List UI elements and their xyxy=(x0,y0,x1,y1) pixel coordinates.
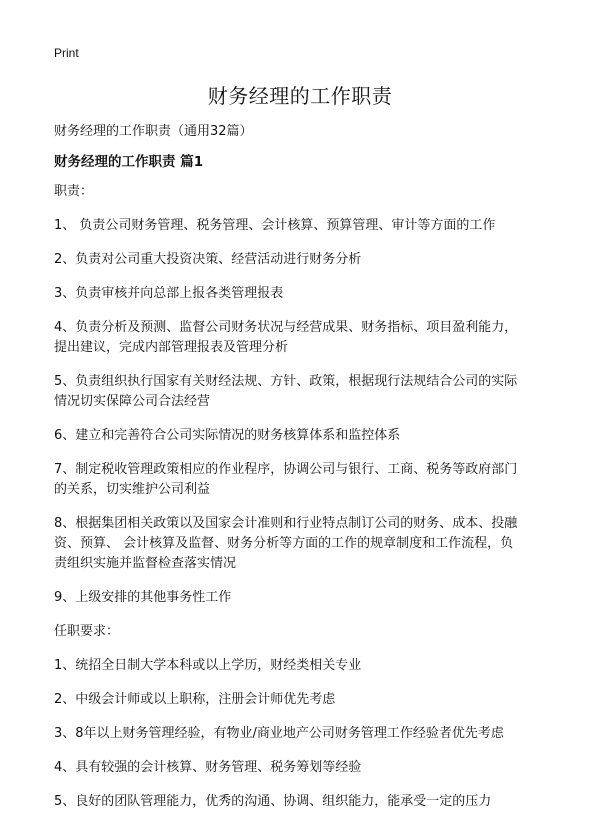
duty-item xyxy=(54,514,554,574)
requirement-item-line: 4、具有较强的会计核算、财务管理、税务筹划等经验 xyxy=(54,760,362,775)
requirement-item-line: 3、8年以上财务管理经验，有物业/商业地产公司财务管理工作经验者优先考虑 xyxy=(54,726,504,741)
duty-item xyxy=(54,216,554,236)
duty-item xyxy=(54,588,554,608)
duty-item xyxy=(54,318,554,358)
duty-item-line: 7、制定税收管理政策相应的作业程序，协调公司与银行、工商、税务等政府部门 xyxy=(54,462,518,477)
article-body xyxy=(54,182,554,826)
duty-item xyxy=(54,284,554,304)
requirement-item xyxy=(54,656,554,676)
duty-item-line: 情况切实保障公司合法经营 xyxy=(54,394,211,409)
duty-item xyxy=(54,250,554,270)
duty-item xyxy=(54,372,554,412)
requirement-item-line: 1、统招全日制大学本科或以上学历，财经类相关专业 xyxy=(54,658,362,673)
duty-item-line: 2、负责对公司重大投资决策、经营活动进行财务分析 xyxy=(54,252,362,267)
duty-item xyxy=(54,426,554,446)
duty-item-line: 1、 负责公司财务管理、税务管理、会计核算、预算管理、审计等方面的工作 xyxy=(54,218,496,233)
duty-item-line: 3、负责审核并向总部上报各类管理报表 xyxy=(54,286,284,301)
requirements-label: 任职要求： xyxy=(54,624,120,639)
duty-item-line: 5、负责组织执行国家有关财经法规、方针、政策，根据现行法规结合公司的实际 xyxy=(54,374,518,389)
duty-item-line: 的关系，切实维护公司利益 xyxy=(54,482,211,497)
article-heading: 财务经理的工作职责 篇1 xyxy=(54,154,204,170)
duty-item-line: 8、根据集团相关政策以及国家会计准则和行业特点制订公司的财务、成本、投融 xyxy=(54,516,518,531)
requirement-item xyxy=(54,792,554,812)
print-link[interactable]: Print xyxy=(54,46,79,60)
duties-label: 职责： xyxy=(54,184,94,199)
duty-item-line: 6、建立和完善符合公司实际情况的财务核算体系和监控体系 xyxy=(54,428,401,443)
duty-item-line: 9、上级安排的其他事务性工作 xyxy=(54,590,232,605)
page-title: 财务经理的工作职责 xyxy=(207,84,393,108)
duty-item-line: 资、预算、 会计核算及监督、财务分析等方面的工作的规章制度和工作流程，负 xyxy=(54,536,514,551)
duty-item-line: 提出建议，完成内部管理报表及管理分析 xyxy=(54,340,289,355)
duties-list xyxy=(54,216,554,608)
requirement-item-line: 5、良好的团队管理能力，优秀的沟通、协调、组织能力，能承受一定的压力 xyxy=(54,794,492,809)
requirement-item xyxy=(54,690,554,710)
duty-item-line: 责组织实施并监督检查落实情况 xyxy=(54,556,237,571)
requirement-item xyxy=(54,724,554,744)
duty-item xyxy=(54,460,554,500)
requirements-list xyxy=(54,656,554,812)
duty-item-line: 4、负责分析及预测、监督公司财务状况与经营成果、财务指标、项目盈利能力， xyxy=(54,320,518,335)
requirement-item-line: 2、中级会计师或以上职称，注册会计师优先考虑 xyxy=(54,692,336,707)
requirement-item xyxy=(54,758,554,778)
document-subtitle: 财务经理的工作职责（通用32篇） xyxy=(54,124,253,139)
